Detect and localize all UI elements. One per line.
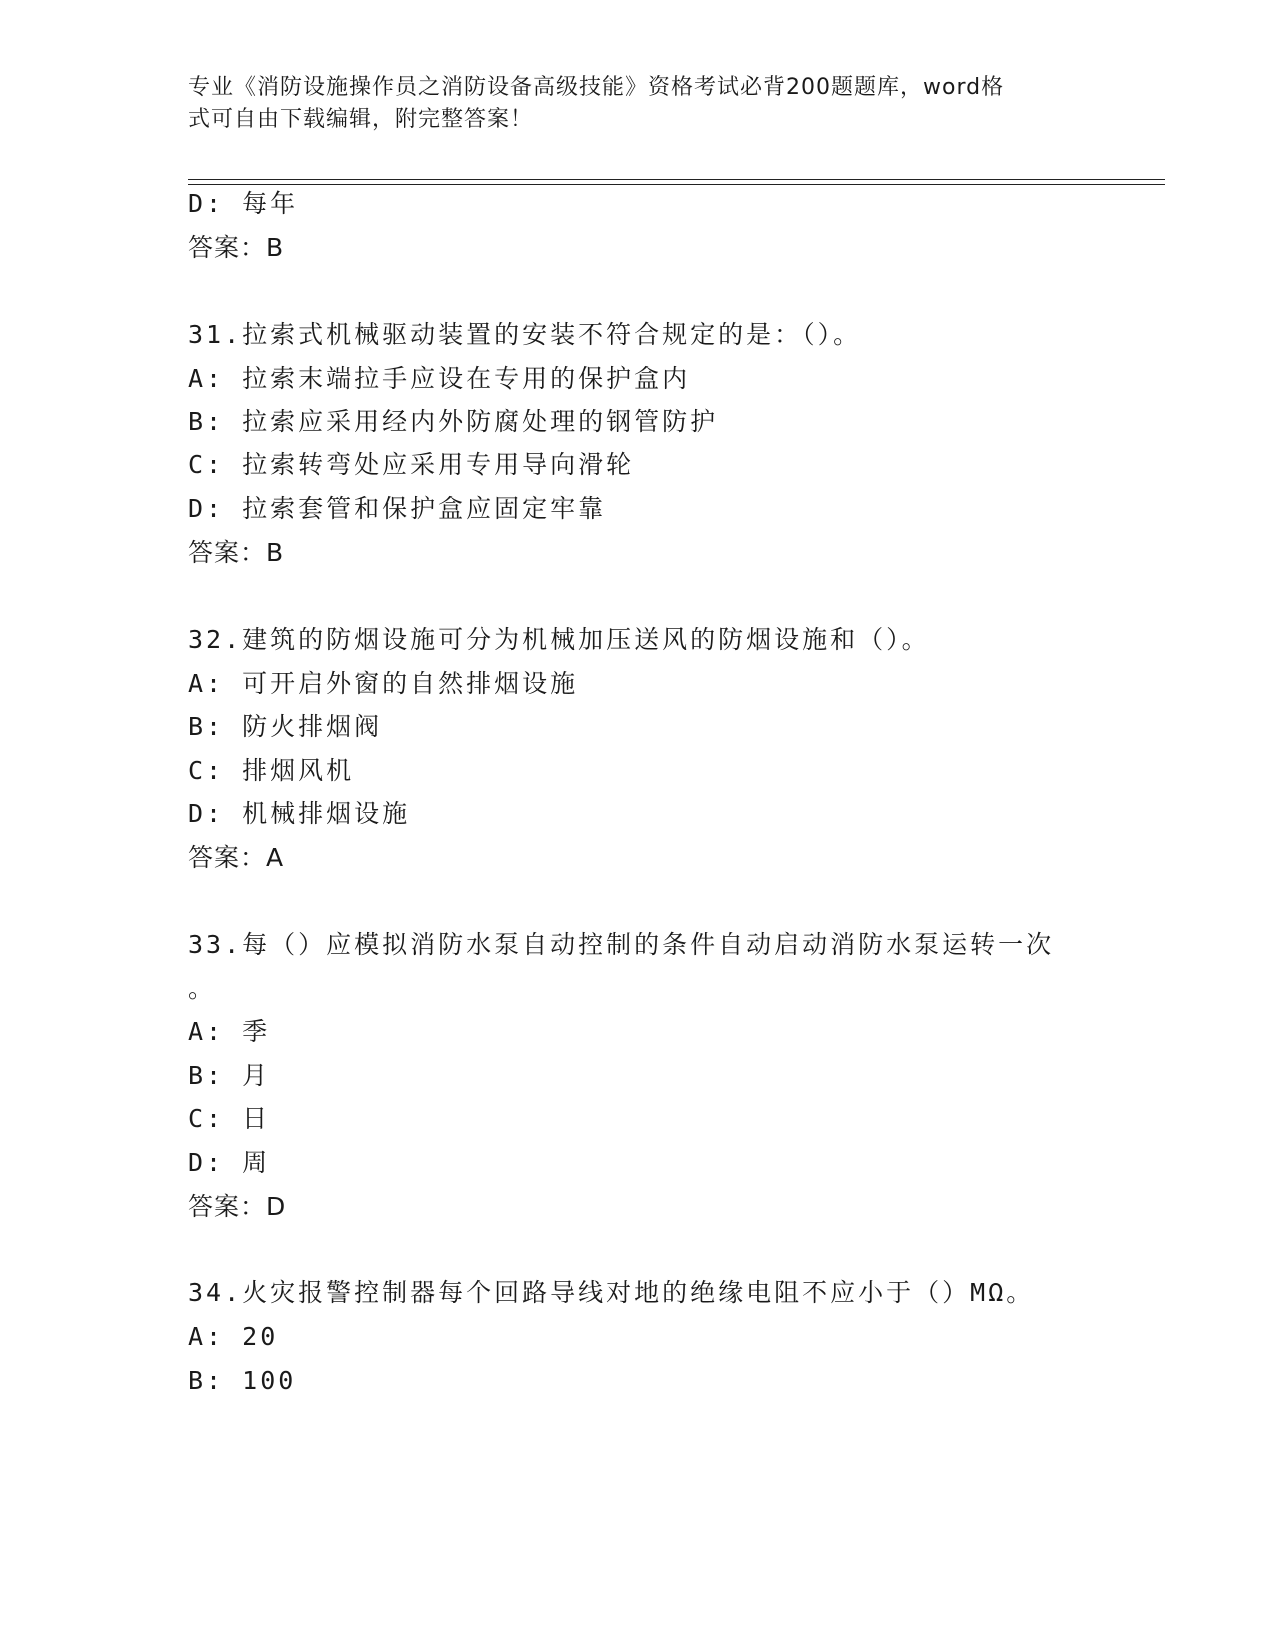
question-33-option-d: D: 周 xyxy=(188,1148,271,1177)
header-line-2: 式可自由下载编辑，附完整答案！ xyxy=(188,107,534,132)
header-divider-top xyxy=(188,179,1165,180)
question-34-option-a: A: 20 xyxy=(188,1322,279,1351)
document-header xyxy=(188,72,1088,136)
question-32-option-d: D: 机械排烟设施 xyxy=(188,799,411,828)
question-32-answer: 答案：A xyxy=(188,843,285,872)
question-33-option-c: C: 日 xyxy=(188,1104,271,1133)
question-34-option-b: B: 100 xyxy=(188,1366,297,1395)
question-32-option-c: C: 排烟风机 xyxy=(188,756,355,785)
question-34-stem: 34.火灾报警控制器每个回路导线对地的绝缘电阻不应小于（）MΩ。 xyxy=(188,1278,1035,1307)
question-33-option-a: A: 季 xyxy=(188,1017,271,1046)
header-line-1: 专业《消防设施操作员之消防设备高级技能》资格考试必背200题题库，word格 xyxy=(188,75,1005,100)
question-31-option-a: A: 拉索末端拉手应设在专用的保护盒内 xyxy=(188,364,691,393)
question-31-answer: 答案：B xyxy=(188,538,285,567)
question-31-option-d: D: 拉索套管和保护盒应固定牢靠 xyxy=(188,494,607,523)
question-33-option-b: B: 月 xyxy=(188,1061,271,1090)
prev-answer: 答案：B xyxy=(188,233,285,262)
question-31-option-b: B: 拉索应采用经内外防腐处理的钢管防护 xyxy=(188,407,719,436)
prev-option-d: D: 每年 xyxy=(188,189,299,218)
question-31-option-c: C: 拉索转弯处应采用专用导向滑轮 xyxy=(188,450,635,479)
question-33-stem: 33.每（）应模拟消防水泵自动控制的条件自动启动消防水泵运转一次 xyxy=(188,930,1055,959)
header-divider-bottom xyxy=(188,184,1165,185)
question-32-stem: 32.建筑的防烟设施可分为机械加压送风的防烟设施和（）。 xyxy=(188,625,930,654)
question-33-answer: 答案：D xyxy=(188,1192,287,1221)
question-31-stem: 31.拉索式机械驱动装置的安装不符合规定的是：（）。 xyxy=(188,320,862,349)
question-33-stem-continuation: 。 xyxy=(188,974,217,1003)
question-32-option-b: B: 防火排烟阀 xyxy=(188,712,383,741)
question-32-option-a: A: 可开启外窗的自然排烟设施 xyxy=(188,669,579,698)
